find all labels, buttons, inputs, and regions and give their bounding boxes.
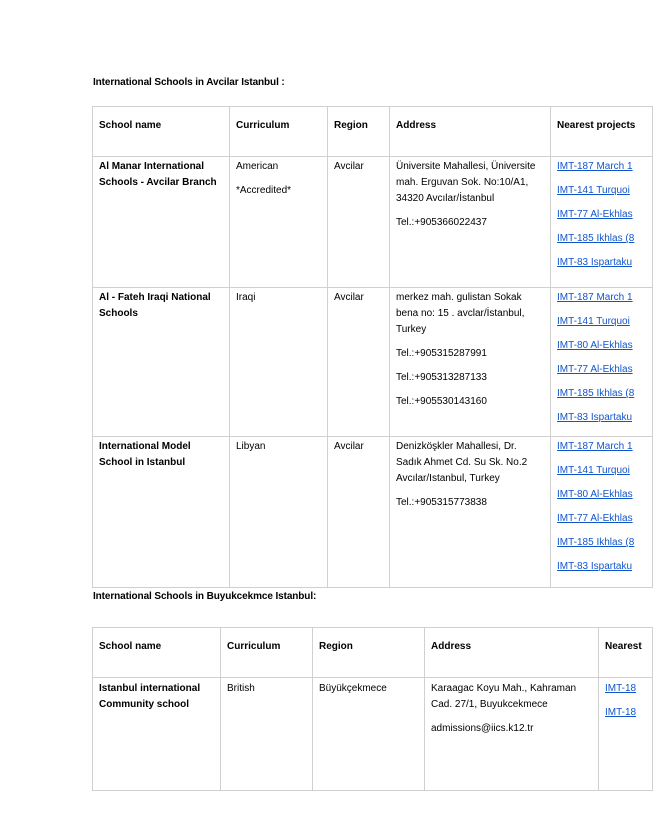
- projects-cell: [551, 288, 653, 437]
- schools-table-avcilar: [92, 106, 653, 588]
- project-link[interactable]: IMT-83 Ispartaku: [557, 561, 633, 572]
- address-cell: [390, 157, 551, 288]
- region-cell: Büyükçekmece: [313, 678, 425, 791]
- curriculum-text: British: [227, 683, 255, 694]
- phone-text: Tel.:+905315773838: [396, 497, 487, 508]
- project-link[interactable]: IMT-18: [605, 683, 637, 694]
- project-link[interactable]: IMT-141 Turquoi: [557, 465, 630, 476]
- column-header-school-name: School name: [93, 107, 230, 157]
- region-cell: Avcilar: [328, 288, 390, 437]
- section-heading-buyukcekmece: International Schools in Buyukcekmce Istanbul:: [93, 591, 317, 602]
- project-link[interactable]: IMT-77 Al-Ekhlas: [557, 364, 633, 375]
- table-row: [93, 157, 653, 288]
- phone-text: Tel.:+905530143160: [396, 396, 487, 407]
- school-name-cell: Al - Fateh Iraqi National Schools: [93, 288, 230, 437]
- project-link[interactable]: IMT-141 Turquoi: [557, 316, 630, 327]
- column-header-region: Region: [328, 107, 390, 157]
- curriculum-text: Iraqi: [236, 292, 256, 303]
- phone-text: Tel.:+905313287133: [396, 372, 487, 383]
- curriculum-text: Libyan: [236, 441, 266, 452]
- projects-cell: [551, 157, 653, 288]
- phone-text: Tel.:+905366022437: [396, 217, 487, 228]
- school-name-cell: Istanbul international Community school: [93, 678, 221, 791]
- column-header-nearest-projects: Nearest: [599, 628, 653, 678]
- project-link[interactable]: IMT-77 Al-Ekhlas: [557, 513, 633, 524]
- project-link[interactable]: IMT-185 Ikhlas (8: [557, 388, 635, 399]
- column-header-address: Address: [425, 628, 599, 678]
- project-link[interactable]: IMT-187 March 1: [557, 441, 633, 452]
- curriculum-cell: [230, 157, 328, 288]
- project-link[interactable]: IMT-77 Al-Ekhlas: [557, 209, 633, 220]
- region-cell: Avcilar: [328, 157, 390, 288]
- table-header-row: [93, 107, 653, 157]
- project-link[interactable]: IMT-83 Ispartaku: [557, 257, 633, 268]
- accreditation-text: *Accredited*: [236, 185, 292, 196]
- column-header-address: Address: [390, 107, 551, 157]
- column-header-school-name: School name: [93, 628, 221, 678]
- curriculum-cell: [230, 437, 328, 588]
- project-link[interactable]: IMT-80 Al-Ekhlas: [557, 340, 633, 351]
- section-heading-avcilar: International Schools in Avcilar Istanbul :: [93, 77, 285, 88]
- address-cell: [390, 288, 551, 437]
- project-link[interactable]: IMT-187 March 1: [557, 161, 633, 172]
- school-name-cell: Al Manar International Schools - Avcilar Branch: [93, 157, 230, 288]
- table-header-row: [93, 628, 653, 678]
- curriculum-text: American: [236, 161, 279, 172]
- project-link[interactable]: IMT-80 Al-Ekhlas: [557, 489, 633, 500]
- project-link[interactable]: IMT-141 Turquoi: [557, 185, 630, 196]
- column-header-curriculum: Curriculum: [221, 628, 313, 678]
- address-text: merkez mah. gulistan Sokak bena no: 15 . avclar/İstanbul, Turkey: [396, 292, 525, 335]
- region-cell: Avcilar: [328, 437, 390, 588]
- school-name-cell: International Model School in Istanbul: [93, 437, 230, 588]
- table-row: [93, 288, 653, 437]
- project-link[interactable]: IMT-83 Ispartaku: [557, 412, 633, 423]
- column-header-nearest-projects: Nearest projects: [551, 107, 653, 157]
- curriculum-cell: [230, 288, 328, 437]
- column-header-curriculum: Curriculum: [230, 107, 328, 157]
- schools-table-buyukcekmece: [92, 627, 653, 791]
- address-cell: [390, 437, 551, 588]
- address-cell: [425, 678, 599, 791]
- table-row: [93, 678, 653, 791]
- address-text: Karaagac Koyu Mah., Kahraman Cad. 27/1, Buyukcekmece: [431, 683, 577, 710]
- column-header-region: Region: [313, 628, 425, 678]
- project-link[interactable]: IMT-185 Ikhlas (8: [557, 233, 635, 244]
- projects-cell: [551, 437, 653, 588]
- address-text: Denizköşkler Mahallesi, Dr. Sadık Ahmet Cd. Su Sk. No.2 Avcılar/Istanbul, Turkey: [396, 441, 528, 484]
- table-row: [93, 437, 653, 588]
- address-text: Üniversite Mahallesi, Üniversite mah. Erguvan Sok. No:10/A1, 34320 Avcılar/İstanbul: [396, 161, 536, 204]
- email-text: admissions@iics.k12.tr: [431, 723, 534, 734]
- project-link[interactable]: IMT-185 Ikhlas (8: [557, 537, 635, 548]
- projects-cell: [599, 678, 653, 791]
- curriculum-cell: [221, 678, 313, 791]
- project-link[interactable]: IMT-18: [605, 707, 637, 718]
- project-link[interactable]: IMT-187 March 1: [557, 292, 633, 303]
- phone-text: Tel.:+905315287991: [396, 348, 487, 359]
